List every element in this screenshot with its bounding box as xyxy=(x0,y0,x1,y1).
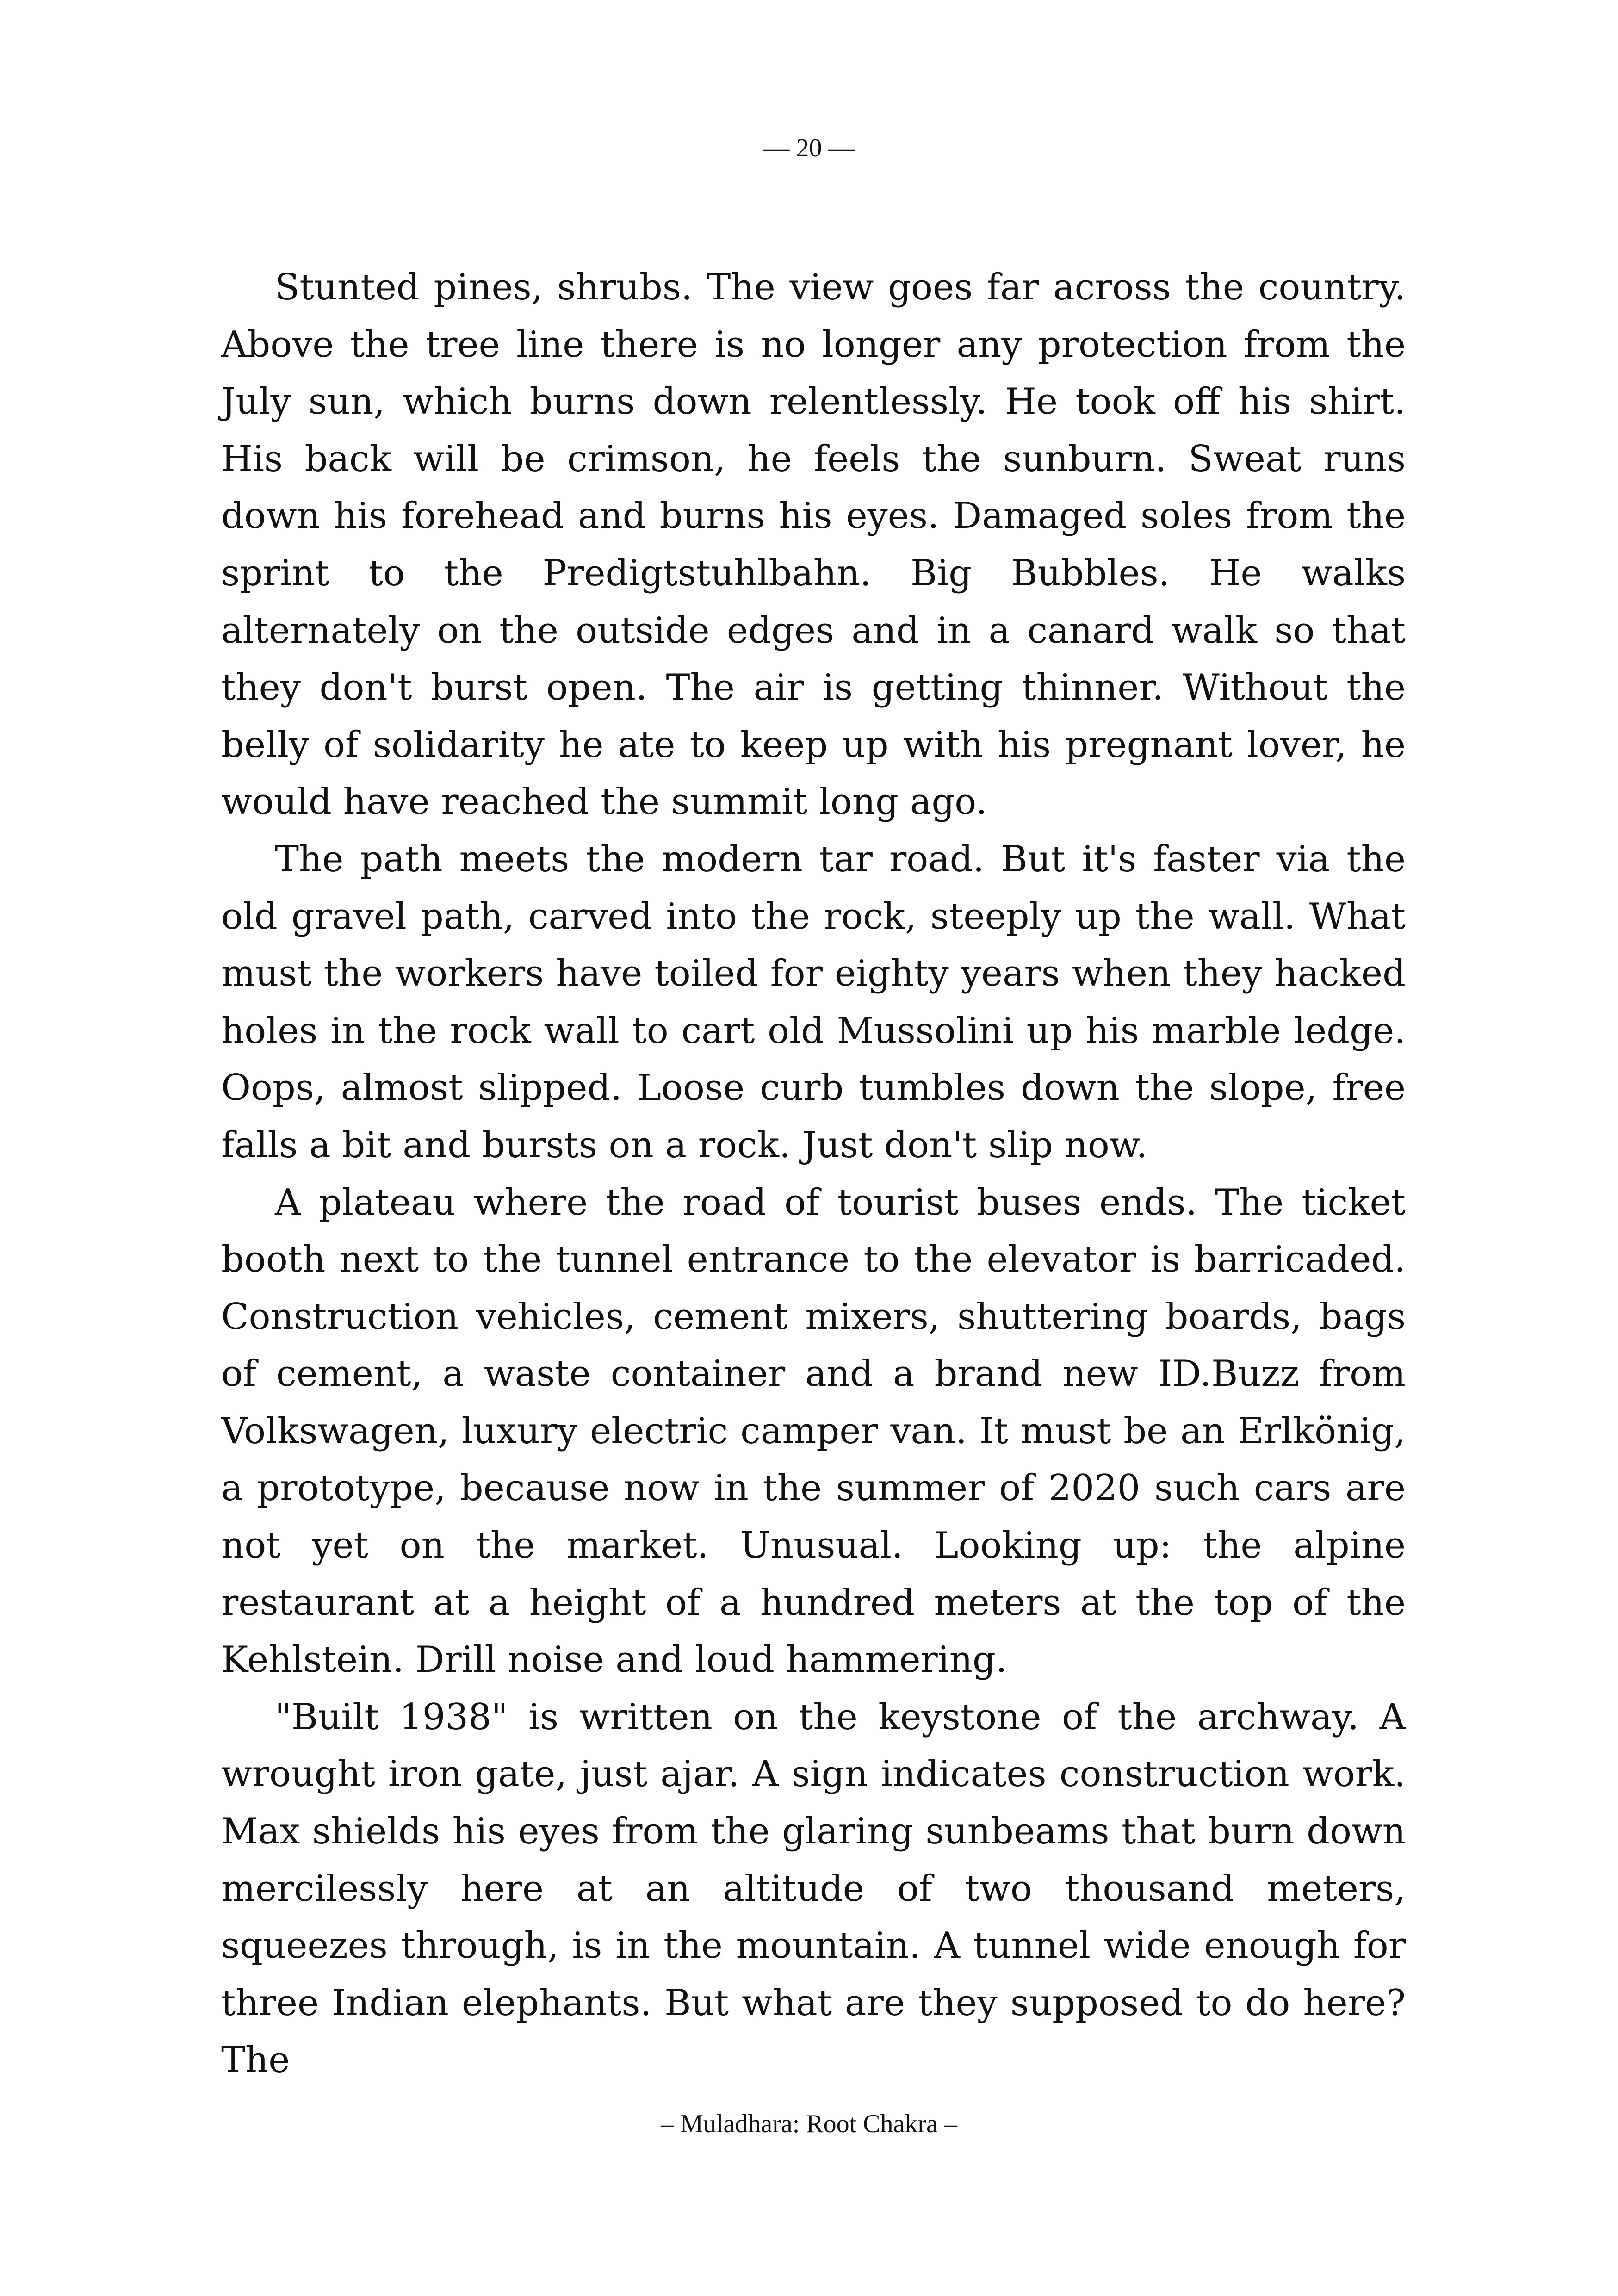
paragraph: The path meets the modern tar road. But it's faster via the old gravel path, carved into the rock, steeply up the wall. What must the workers have toiled for eighty years when they hacked holes in the rock wall to cart old Mussolini up his marble ledge. Oops, almost slipped. Loose curb tumbles down the slope, free falls a bit and bursts on a rock. Just don't slip now. xyxy=(221,838,1406,1166)
running-footer: – Muladhara: Root Chakra – xyxy=(661,2110,957,2138)
paragraph: A plateau where the road of tourist buses ends. The ticket booth next to the tunnel entrance to the elevator is barricaded. Construction vehicles, cement mixers, shuttering boards, bags of cement, a waste container and a brand new ID.Buzz from Volkswagen, luxury electric camper van. It must be an Erlkönig, a prototype, because now in the summer of 2020 such cars are not yet on the market. Unusual. Looking up: the alpine restaurant at a height of a hundred meters at the top of the Kehlstein. Drill noise and loud hammering. xyxy=(221,1181,1406,1681)
paragraph: "Built 1938" is written on the keystone of the archway. A wrought iron gate, just ajar. A sign indicates construction work. Max shields his eyes from the glaring sunbeams that burn down mercilessly here at an altitude of two thousand meters, squeezes through, is in the mountain. A tunnel wide enough for three Indian elephants. But what are they supposed to do here? The xyxy=(221,1696,1406,2081)
paragraph: Stunted pines, shrubs. The view goes far across the country. Above the tree line there is no longer any protection from the July sun, which burns down relentlessly. He took off his shirt. His back will be crimson, he feels the sunburn. Sweat runs down his forehead and burns his eyes. Damaged soles from the sprint to the Predigtstuhlbahn. Big Bubbles. He walks alternately on the outside edges and in a canard walk so that they don't burst open. The air is getting thinner. Without the belly of solidarity he ate to keep up with his pregnant lover, he would have reached the summit long ago. xyxy=(221,267,1406,823)
page-number: — 20 — xyxy=(763,134,855,162)
body-text xyxy=(221,259,1406,2089)
